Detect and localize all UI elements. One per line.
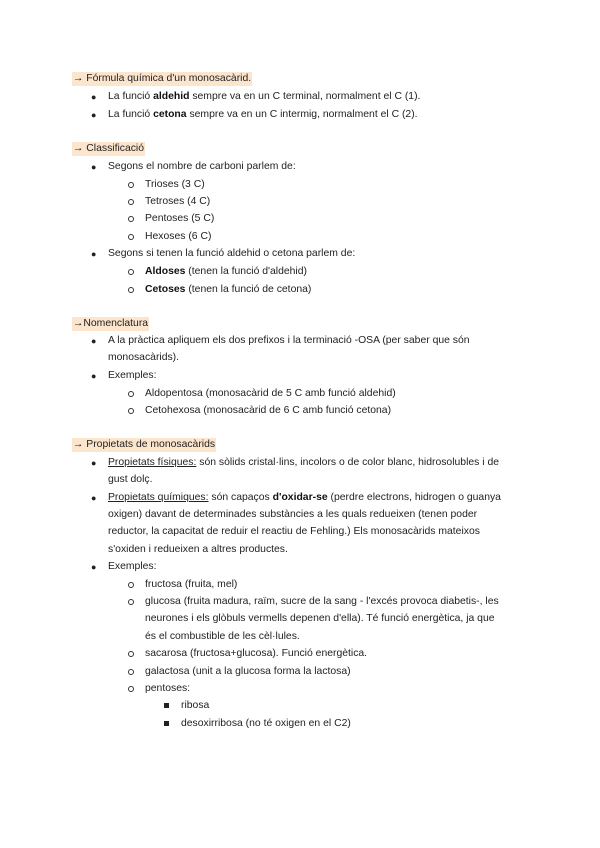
- bullet-icon: ●: [91, 92, 97, 102]
- bullet-icon: ●: [91, 162, 97, 172]
- list-item: fructosa (fruita, mel): [145, 579, 238, 590]
- bullet-icon: ●: [91, 336, 97, 346]
- list-item: neurones i els glòbuls vermells depenen d'ella). Té funció energètica, ja que: [145, 613, 495, 624]
- list-item: Trioses (3 C): [145, 179, 205, 190]
- circle-bullet-icon: [128, 216, 134, 222]
- list-item: pentoses:: [145, 683, 191, 694]
- circle-bullet-icon: [128, 651, 134, 657]
- propietats-quimiques: s'oxiden i redueixen a altres productes.: [108, 544, 288, 555]
- circle-bullet-icon: [128, 269, 134, 275]
- bullet-icon: ●: [91, 458, 97, 468]
- class-funcio: Segons si tenen la funció aldehid o cetona parlem de:: [108, 248, 356, 259]
- list-item: Aldoses (tenen la funció d'aldehid): [145, 266, 307, 277]
- circle-bullet-icon: [128, 408, 134, 414]
- bullet-icon: ●: [91, 493, 97, 503]
- formula-cetona: La funció cetona sempre va en un C intermig, normalment el C (2).: [108, 109, 418, 120]
- list-item: Hexoses (6 C): [145, 231, 212, 242]
- propietats-fisiques: gust dolç.: [108, 474, 153, 485]
- circle-bullet-icon: [128, 234, 134, 240]
- list-item: Pentoses (5 C): [145, 213, 215, 224]
- list-item: és el combustible de les cèl·lules.: [145, 631, 300, 642]
- bullet-icon: ●: [91, 249, 97, 259]
- propietats-quimiques: Propietats químiques: són capaços d'oxidar-se (perdre electrons, hidrogen o guanya: [108, 492, 501, 503]
- circle-bullet-icon: [128, 599, 134, 605]
- list-item: Tetroses (4 C): [145, 196, 211, 207]
- list-item: sacarosa (fructosa+glucosa). Funció energètica.: [145, 648, 368, 659]
- circle-bullet-icon: [128, 182, 134, 188]
- bullet-icon: ●: [91, 110, 97, 120]
- exemples-label: Exemples:: [108, 370, 157, 381]
- nomenclatura-text: monosacàrids).: [108, 352, 180, 363]
- nomenclatura-text: A la pràctica apliquem els dos prefixos i la terminació -OSA (per saber que són: [108, 335, 470, 346]
- heading-nomenclatura: →Nomenclatura: [73, 318, 149, 329]
- formula-aldehid: La funció aldehid sempre va en un C terminal, normalment el C (1).: [108, 91, 421, 102]
- class-carboni: Segons el nombre de carboni parlem de:: [108, 161, 296, 172]
- bullet-icon: ●: [91, 562, 97, 572]
- list-item: Aldopentosa (monosacàrid de 5 C amb funció aldehid): [145, 388, 396, 399]
- propietats-quimiques: oxigen) davant de determinades substàncies a les quals redueixen (tenen poder: [108, 509, 478, 520]
- list-item: Cetohexosa (monosacàrid de 6 C amb funció cetona): [145, 405, 392, 416]
- propietats-quimiques: reductor, la capacitat de reduir el reactiu de Fehling.) Els monosacàrids mateixos: [108, 526, 480, 537]
- list-item: galactosa (unit a la glucosa forma la lactosa): [145, 666, 351, 677]
- list-item: desoxirribosa (no té oxigen en el C2): [181, 718, 351, 729]
- circle-bullet-icon: [128, 287, 134, 293]
- circle-bullet-icon: [128, 391, 134, 397]
- square-bullet-icon: [164, 703, 169, 708]
- list-item: ribosa: [181, 700, 210, 711]
- heading-classificacio: → Classificació: [73, 143, 145, 154]
- circle-bullet-icon: [128, 669, 134, 675]
- circle-bullet-icon: [128, 582, 134, 588]
- square-bullet-icon: [164, 721, 169, 726]
- list-item: Cetoses (tenen la funció de cetona): [145, 284, 312, 295]
- heading-formula: → Fórmula química d'un monosacàrid.: [73, 73, 252, 84]
- circle-bullet-icon: [128, 686, 134, 692]
- list-item: glucosa (fruita madura, raïm, sucre de la sang - l'excés provoca diabetis-, les: [145, 596, 499, 607]
- bullet-icon: ●: [91, 371, 97, 381]
- circle-bullet-icon: [128, 199, 134, 205]
- heading-propietats: → Propietats de monosacàrids: [73, 439, 216, 450]
- propietats-fisiques: Propietats físiques: són sòlids cristal·lins, incolors o de color blanc, hidrosolubles i de: [108, 457, 500, 468]
- exemples-label: Exemples:: [108, 561, 157, 572]
